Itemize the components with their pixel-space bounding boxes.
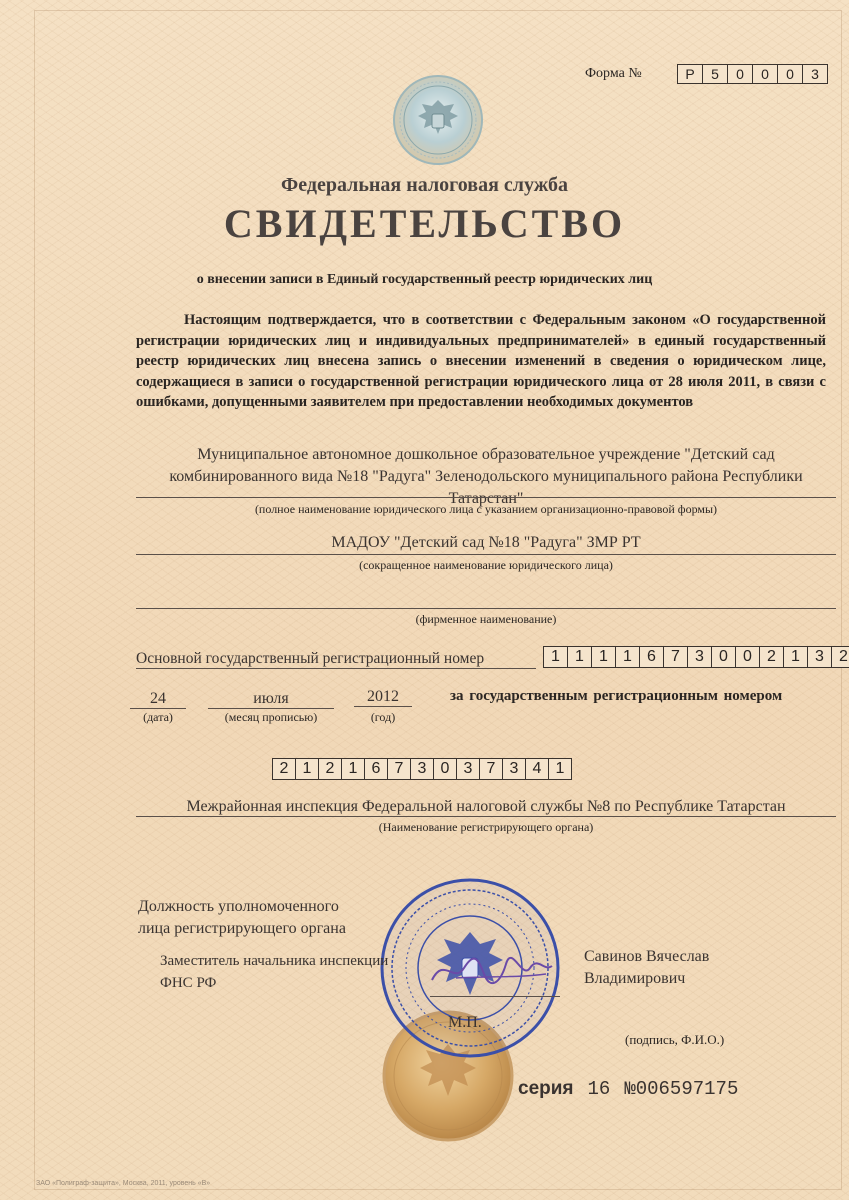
ogrn-digit: 7 [664, 647, 688, 667]
ogrn-digit: 2 [760, 647, 784, 667]
body-paragraph: Настоящим подтверждается, что в соответствии с Федеральным законом «О государственной регистрации юридических лиц и индивидуальных предпринимателей» в единый государственный реестр юридических лиц внесена запись о внесении изменений в сведения о юридическом лице, содержащиеся в записи о государственной регистрации юридического лица от 28 июля 2011, в связи с ошибками, допущенными заявителем при предоставлении необходимых документов [136, 312, 826, 410]
date-day-caption: (дата) [143, 710, 173, 724]
position-label-line-2: лица регистрирующего органа [138, 920, 346, 937]
brand-name-line [136, 608, 836, 609]
serial-series: 16 [587, 1078, 611, 1100]
form-label: Форма № [585, 66, 642, 81]
signature-caption: (подпись, Ф.И.О.) [625, 1032, 725, 1047]
serial-no: №006597175 [624, 1078, 739, 1100]
ogrn-digit: 1 [544, 647, 568, 667]
date-day: 24 [150, 690, 166, 707]
emblem-hologram-icon [390, 72, 486, 168]
signer-position-line-1: Заместитель начальника инспекции [160, 953, 389, 969]
signer-name-line-2: Владимирович [584, 970, 686, 987]
form-code-digit: 0 [778, 65, 803, 83]
ogrn-digit: 6 [640, 647, 664, 667]
authority-caption: (Наименование регистрирующего органа) [378, 820, 594, 834]
grn-digit: 4 [526, 759, 549, 779]
mp-label: М.П. [448, 1014, 482, 1031]
serial-label: серия [518, 1078, 574, 1099]
grn-digit: 7 [388, 759, 411, 779]
form-code-digit: Р [678, 65, 703, 83]
short-name-value: МАДОУ "Детский сад №18 "Радуга" ЗМР РТ [331, 534, 641, 551]
position-label [138, 896, 346, 940]
short-name-line [136, 554, 836, 555]
short-name-caption: (сокращенное наименование юридического лица) [359, 558, 613, 572]
ogrn-line [136, 668, 536, 669]
full-name-caption: (полное наименование юридического лица с указанием организационно-правовой формы) [254, 502, 718, 516]
date-month: июля [253, 690, 289, 707]
grn-digit: 2 [273, 759, 296, 779]
form-code-digit: 0 [753, 65, 778, 83]
grn-digit: 1 [342, 759, 365, 779]
ogrn-digit: 3 [808, 647, 832, 667]
date-year-caption: (год) [370, 710, 396, 724]
ogrn-label: Основной государственный регистрационный номер [136, 650, 485, 667]
grn-boxes [272, 758, 572, 780]
signer-position-line-2: ФНС РФ [160, 975, 217, 991]
date-month-caption: (месяц прописью) [224, 710, 318, 724]
date-year: 2012 [367, 688, 399, 705]
printer-note: ЗАО «Полиграф-защита», Москва, 2011, уровень «В» [36, 1180, 211, 1187]
grn-digit: 3 [411, 759, 434, 779]
date-year-line [354, 706, 412, 707]
form-code-digit: 3 [811, 66, 819, 82]
page-title: СВИДЕТЕЛЬСТВО [223, 201, 626, 246]
date-day-line [130, 708, 186, 709]
grn-digit: 1 [555, 760, 565, 777]
agency-name: Федеральная налоговая служба [281, 174, 568, 196]
grn-digit: 7 [480, 759, 503, 779]
reg-number-text: за государственным регистрационным номером [450, 688, 783, 704]
authority-line [136, 816, 836, 817]
form-code-digit: 0 [728, 65, 753, 83]
date-month-line [208, 708, 334, 709]
subtitle: о внесении записи в Единый государственный реестр юридических лиц [196, 272, 653, 287]
ogrn-digit: 3 [688, 647, 712, 667]
full-name-value: Муниципальное автономное дошкольное образовательное учреждение "Детский сад комбинированного вида №18 "Радуга" Зеленодольского муниципального района Республики Татарстан" [169, 446, 803, 507]
full-name-line [136, 497, 836, 498]
ogrn-digit: 0 [736, 647, 760, 667]
grn-digit: 2 [319, 759, 342, 779]
form-code-digit: 5 [703, 65, 728, 83]
ogrn-digit: 0 [712, 647, 736, 667]
grn-digit: 0 [434, 759, 457, 779]
ogrn-boxes [543, 646, 849, 668]
grn-digit: 6 [365, 759, 388, 779]
ogrn-digit: 1 [784, 647, 808, 667]
form-code-boxes [677, 64, 828, 84]
ogrn-digit: 1 [592, 647, 616, 667]
brand-name-caption: (фирменное наименование) [415, 612, 557, 626]
signer-name-line-1: Савинов Вячеслав [584, 948, 710, 965]
ogrn-digit: 1 [568, 647, 592, 667]
signature-line [430, 996, 560, 997]
grn-digit: 3 [457, 759, 480, 779]
signer-name [584, 946, 709, 990]
ogrn-digit: 1 [616, 647, 640, 667]
position-label-line-1: Должность уполномоченного [138, 898, 339, 915]
handwritten-signature-icon [426, 950, 556, 990]
ogrn-digit: 2 [839, 648, 848, 665]
serial-number [518, 1078, 738, 1100]
authority-value: Межрайонная инспекция Федеральной налоговой службы №8 по Республике Татарстан [186, 798, 786, 815]
signer-position [160, 950, 388, 994]
grn-digit: 1 [296, 759, 319, 779]
grn-digit: 3 [503, 759, 526, 779]
